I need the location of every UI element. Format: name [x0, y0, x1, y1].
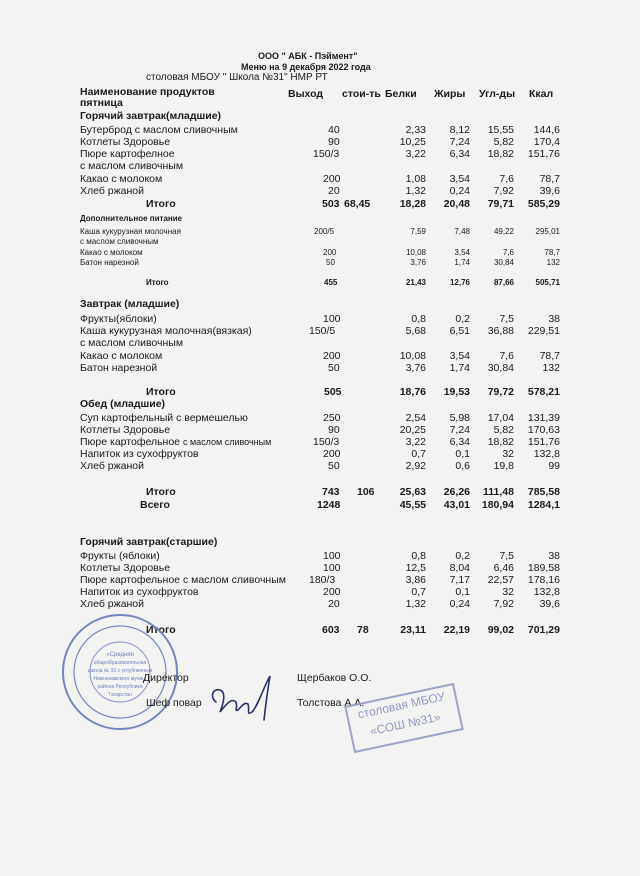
canteen-stamp: столовая МБОУ «СОШ №31»: [344, 683, 464, 753]
item-protein: 1,32: [405, 598, 426, 610]
item-fat: 7,48: [454, 227, 470, 236]
grand-total-output: 1248: [317, 499, 341, 511]
item-protein: 3,22: [405, 436, 426, 448]
item-protein: 2,33: [405, 124, 426, 136]
total-kcal: 785,58: [527, 486, 560, 498]
item-carbs: 6,46: [493, 562, 514, 574]
section-title: Горячий завтрак(старшие): [80, 536, 218, 548]
total-label: Итого: [146, 278, 169, 287]
item-output: 100: [323, 562, 341, 574]
item-name: Фрукты (яблоки): [80, 550, 160, 562]
item-output: 20: [328, 598, 340, 610]
total-fat: 20,48: [443, 198, 470, 210]
grand-total-label: Всего: [140, 499, 170, 511]
total-label: Итого: [146, 386, 176, 398]
item-fat: 3,54: [449, 350, 470, 362]
total-kcal: 505,71: [535, 278, 560, 287]
grand-total-fat: 43,01: [443, 499, 470, 511]
grand-total-kcal: 1284,1: [527, 499, 560, 511]
item-protein: 12,5: [405, 562, 426, 574]
item-carbs: 5,82: [493, 424, 514, 436]
item-name-cont: с маслом сливочным: [80, 237, 159, 246]
item-kcal: 151,76: [527, 436, 560, 448]
item-protein: 0,7: [411, 586, 426, 598]
item-fat: 6,34: [449, 148, 470, 160]
total-label: Итого: [146, 486, 176, 498]
item-name: Хлеб ржаной: [80, 460, 144, 472]
item-fat: 5,98: [449, 412, 470, 424]
item-output: 50: [326, 258, 335, 267]
total-fat: 19,53: [443, 386, 470, 398]
total-kcal: 701,29: [527, 624, 560, 636]
item-fat: 6,51: [449, 325, 470, 337]
item-protein: 20,25: [399, 424, 426, 436]
item-name: Котлеты Здоровье: [80, 562, 171, 574]
svg-text:общеобразовательная: общеобразовательная: [93, 660, 147, 666]
item-output: 180/3: [309, 574, 336, 586]
total-output: 455: [324, 278, 338, 287]
item-protein: 0,8: [411, 313, 426, 325]
item-fat: 0,2: [455, 550, 470, 562]
item-kcal: 132: [546, 258, 560, 267]
item-output: 150/3: [313, 436, 340, 448]
item-fat: 8,12: [449, 124, 470, 136]
item-carbs: 32: [502, 586, 514, 598]
item-carbs: 22,57: [487, 574, 514, 586]
item-output: 200: [323, 173, 341, 185]
item-kcal: 170,63: [527, 424, 560, 436]
item-kcal: 189,58: [527, 562, 560, 574]
grand-total-carbs: 180,94: [481, 499, 514, 511]
item-fat: 1,74: [454, 258, 470, 267]
svg-text:Татарстан: Татарстан: [108, 692, 132, 698]
item-name: Бутерброд с маслом сливочным: [80, 124, 238, 136]
item-name: Суп картофельный с вермешелью: [80, 412, 248, 424]
item-carbs: 7,6: [499, 173, 514, 185]
item-name: Котлеты Здоровье: [80, 424, 171, 436]
item-kcal: 132,8: [533, 586, 560, 598]
item-protein: 0,7: [411, 448, 426, 460]
item-name: Пюре картофельное: [80, 436, 181, 448]
col-protein: Белки: [385, 88, 417, 100]
item-name: Котлеты Здоровье: [80, 136, 171, 148]
item-name: Каша кукурузная молочная: [80, 227, 181, 236]
item-carbs: 36,88: [487, 325, 514, 337]
col-kcal: Ккал: [529, 88, 554, 100]
item-protein: 3,76: [405, 362, 426, 374]
item-kcal: 132: [542, 362, 560, 374]
item-kcal: 132,8: [533, 448, 560, 460]
chef-label: Шеф повар: [146, 697, 202, 709]
item-name: Какао с молоком: [80, 350, 163, 362]
item-output: 100: [323, 550, 341, 562]
total-cost: 106: [357, 486, 375, 498]
item-carbs: 19,8: [493, 460, 514, 472]
canteen-name: столовая МБОУ " Школа №31" НМР РТ: [146, 72, 328, 83]
chef-name: Толстова А.А.: [297, 697, 365, 709]
item-protein: 3,86: [405, 574, 426, 586]
item-kcal: 39,6: [539, 598, 560, 610]
item-kcal: 151,76: [527, 148, 560, 160]
item-fat: 1,74: [449, 362, 470, 374]
item-name: Напиток из сухофруктов: [80, 586, 199, 598]
total-output: 503: [322, 198, 340, 210]
svg-text:Нижнекамского муниц.: Нижнекамского муниц.: [93, 676, 147, 682]
total-protein: 23,11: [400, 624, 426, 636]
item-kcal: 170,4: [533, 136, 560, 148]
item-name-cont: с маслом сливочным: [80, 160, 184, 172]
col-cost: стои-ть: [342, 88, 381, 100]
item-kcal: 78,7: [539, 350, 560, 362]
item-name: Какао с молоком: [80, 248, 143, 257]
item-kcal: 38: [548, 313, 560, 325]
total-fat: 12,76: [449, 278, 470, 287]
item-output: 200: [323, 448, 341, 460]
col-fat: Жиры: [434, 88, 466, 100]
total-protein: 21,43: [405, 278, 426, 287]
item-name: Какао с молоком: [80, 173, 163, 185]
menu-date: Меню на 9 декабря 2022 года: [241, 62, 371, 72]
total-kcal: 578,21: [527, 386, 560, 398]
section-title: Горячий завтрак(младшие): [80, 110, 222, 122]
item-name: Напиток из сухофруктов: [80, 448, 199, 460]
item-kcal: 131,39: [527, 412, 560, 424]
item-carbs: 5,82: [493, 136, 514, 148]
item-protein: 10,25: [399, 136, 426, 148]
col-carbs: Угл-ды: [479, 88, 516, 100]
item-protein: 0,8: [411, 550, 426, 562]
item-output: 90: [328, 136, 340, 148]
total-output: 603: [322, 624, 340, 636]
col-name: Наименование продуктов: [80, 86, 215, 98]
director-label: Директор: [143, 672, 189, 684]
director-name: Щербаков О.О.: [297, 672, 372, 684]
total-label: Итого: [146, 624, 176, 636]
item-output: 200: [323, 350, 341, 362]
item-protein: 10,08: [399, 350, 426, 362]
item-output: 200/5: [314, 227, 335, 236]
item-carbs: 15,55: [487, 124, 514, 136]
item-fat: 0,24: [449, 185, 470, 197]
item-output: 250: [323, 412, 341, 424]
total-protein: 18,28: [399, 198, 426, 210]
total-fat: 22,19: [443, 624, 470, 636]
total-label: Итого: [146, 198, 176, 210]
item-carbs: 32: [502, 448, 514, 460]
item-fat: 7,24: [449, 424, 470, 436]
svg-text:«Средняя: «Средняя: [106, 652, 134, 658]
item-kcal: 78,7: [539, 173, 560, 185]
item-name: Батон нарезной: [80, 362, 158, 374]
item-fat: 7,17: [449, 574, 470, 586]
item-carbs: 49,22: [493, 227, 514, 236]
total-carbs: 111,48: [483, 486, 514, 498]
item-carbs: 7,92: [493, 185, 514, 197]
item-protein: 7,59: [410, 227, 426, 236]
total-carbs: 99,02: [487, 624, 514, 636]
item-kcal: 295,01: [535, 227, 560, 236]
item-fat: 3,54: [454, 248, 470, 257]
item-carbs: 7,5: [499, 550, 514, 562]
item-fat: 0,1: [455, 586, 470, 598]
col-output: Выход: [288, 88, 324, 100]
item-name: Пюре картофелное: [80, 148, 175, 160]
col-name-day: пятница: [80, 97, 123, 109]
item-carbs: 7,6: [499, 350, 514, 362]
item-output: 200: [323, 248, 337, 257]
item-kcal: 78,7: [544, 248, 560, 257]
item-carbs: 30,84: [487, 362, 514, 374]
item-carbs: 30,84: [493, 258, 514, 267]
item-name-cont: с маслом сливочным: [80, 337, 184, 349]
item-kcal: 39,6: [539, 185, 560, 197]
total-output: 743: [322, 486, 340, 498]
total-protein: 18,76: [399, 386, 426, 398]
company-name: ООО " АБК - Пэймент": [258, 51, 358, 61]
item-name: Хлеб ржаной: [80, 598, 144, 610]
item-protein: 5,68: [405, 325, 426, 337]
item-output: 150/5: [309, 325, 336, 337]
item-kcal: 229,51: [527, 325, 560, 337]
section-title: Обед (младшие): [80, 398, 166, 410]
item-output: 20: [328, 185, 340, 197]
total-cost: 68,45: [344, 198, 371, 210]
grand-total-protein: 45,55: [399, 499, 426, 511]
item-output: 50: [328, 460, 340, 472]
item-carbs: 7,5: [499, 313, 514, 325]
item-protein: 3,22: [405, 148, 426, 160]
item-kcal: 144,6: [533, 124, 560, 136]
item-protein: 1,08: [405, 173, 426, 185]
item-name: Пюре картофельное с маслом сливочным: [80, 574, 286, 586]
item-name: Каша кукурузная молочная(вязкая): [80, 325, 252, 337]
item-protein: 3,76: [410, 258, 426, 267]
item-fat: 8,04: [449, 562, 470, 574]
item-output: 100: [323, 313, 341, 325]
item-output: 200: [323, 586, 341, 598]
item-fat: 0,1: [455, 448, 470, 460]
item-fat: 0,2: [455, 313, 470, 325]
svg-text:района Республики: района Республики: [97, 684, 143, 690]
total-output: 505: [324, 386, 342, 398]
item-fat: 7,24: [449, 136, 470, 148]
item-protein: 2,92: [405, 460, 426, 472]
total-carbs: 79,72: [487, 386, 514, 398]
item-carbs: 7,92: [493, 598, 514, 610]
item-name: Фрукты(яблоки): [80, 313, 157, 325]
item-carbs: 17,04: [487, 412, 514, 424]
item-fat: 0,6: [455, 460, 470, 472]
item-kcal: 99: [548, 460, 560, 472]
handwritten-signature: [208, 672, 278, 724]
total-cost: 78: [357, 624, 369, 636]
item-kcal: 38: [548, 550, 560, 562]
section-title: Дополнительное питание: [80, 214, 183, 223]
svg-text:школа № 31 с углубленным: школа № 31 с углубленным: [87, 668, 153, 674]
total-kcal: 585,29: [527, 198, 560, 210]
total-protein: 25,63: [399, 486, 426, 498]
item-output: 40: [328, 124, 340, 136]
item-fat: 0,24: [449, 598, 470, 610]
item-name-cont: с маслом сливочным: [182, 437, 272, 447]
item-carbs: 18,82: [487, 148, 514, 160]
item-protein: 2,54: [405, 412, 426, 424]
item-fat: 6,34: [449, 436, 470, 448]
item-name: Хлеб ржаной: [80, 185, 144, 197]
total-fat: 26,26: [443, 486, 470, 498]
total-carbs: 79,71: [487, 198, 514, 210]
item-fat: 3,54: [449, 173, 470, 185]
total-carbs: 87,66: [493, 278, 514, 287]
item-protein: 10,08: [405, 248, 426, 257]
section-title: Завтрак (младшие): [80, 298, 180, 310]
item-kcal: 178,16: [527, 574, 560, 586]
item-protein: 1,32: [405, 185, 426, 197]
item-carbs: 18,82: [487, 436, 514, 448]
item-output: 50: [328, 362, 340, 374]
item-carbs: 7,6: [502, 248, 514, 257]
item-name: Батон нарезной: [80, 258, 139, 267]
item-output: 150/3: [313, 148, 340, 160]
item-output: 90: [328, 424, 340, 436]
